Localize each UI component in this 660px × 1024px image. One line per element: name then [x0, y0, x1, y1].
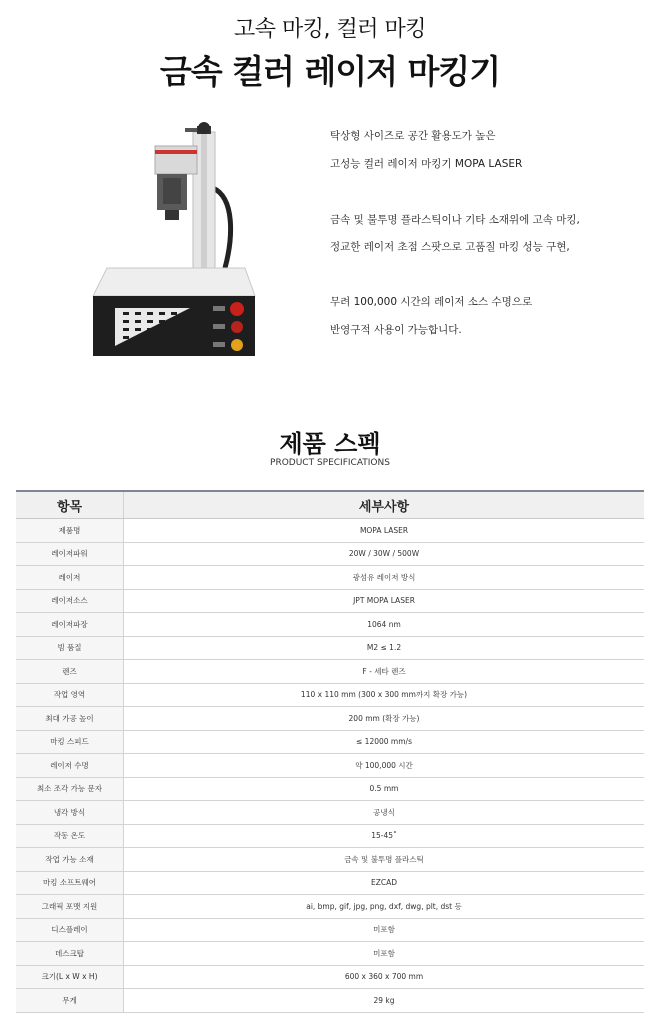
- table-row: [16, 566, 644, 590]
- table-row: [16, 848, 644, 872]
- spec-detail: 금속 및 불투명 플라스틱: [124, 848, 645, 872]
- spec-detail: 공냉식: [124, 801, 645, 825]
- spec-detail: ≤ 12000 mm/s: [124, 730, 645, 754]
- table-row: [16, 777, 644, 801]
- table-row: [16, 824, 644, 848]
- spec-detail: ai, bmp, gif, jpg, png, dxf, dwg, plt, dst 등: [124, 895, 645, 919]
- table-row: [16, 707, 644, 731]
- spec-item: 데스크탑: [16, 942, 124, 966]
- description-line: 탁상형 사이즈로 공간 활용도가 높은: [330, 130, 496, 142]
- spec-item: 무게: [16, 989, 124, 1013]
- page-subtitle: 고속 마킹, 컬러 마킹: [234, 17, 426, 42]
- table-row: [16, 730, 644, 754]
- spec-detail: 29 kg: [124, 989, 645, 1013]
- table-row: [16, 519, 644, 543]
- description-line: 금속 및 불투명 플라스틱이나 기타 소재위에 고속 마킹,: [330, 214, 580, 226]
- spec-item: 그래픽 포맷 지원: [16, 895, 124, 919]
- spec-detail: F - 세타 렌즈: [124, 660, 645, 684]
- spec-item: 마킹 소프트웨어: [16, 871, 124, 895]
- laser-marker-image: [85, 118, 260, 368]
- table-row: [16, 918, 644, 942]
- description-line: 무려 100,000 시간의 레이저 소스 수명으로: [330, 296, 533, 308]
- spec-header-item: 항목: [16, 491, 124, 519]
- description-line: 정교한 레이저 초점 스팟으로 고품질 마킹 성능 구현,: [330, 241, 570, 253]
- spec-detail: 15-45˚: [124, 824, 645, 848]
- spec-detail: JPT MOPA LASER: [124, 589, 645, 613]
- table-row: [16, 542, 644, 566]
- spec-item: 레이저 수명: [16, 754, 124, 778]
- spec-detail: 광섬유 레이저 방식: [124, 566, 645, 590]
- spec-item: 빔 품질: [16, 636, 124, 660]
- spec-item: 작동 온도: [16, 824, 124, 848]
- spec-item: 작업 가능 소재: [16, 848, 124, 872]
- spec-detail: EZCAD: [124, 871, 645, 895]
- spec-item: 렌즈: [16, 660, 124, 684]
- spec-detail: 110 x 110 mm (300 x 300 mm까지 확장 가능): [124, 683, 645, 707]
- spec-detail: 미포함: [124, 918, 645, 942]
- spec-item: 냉각 방식: [16, 801, 124, 825]
- spec-detail: 0.5 mm: [124, 777, 645, 801]
- spec-item: 레이저소스: [16, 589, 124, 613]
- spec-title: 제품 스펙: [279, 430, 381, 458]
- spec-table: [16, 490, 644, 1013]
- spec-item: 디스플레이: [16, 918, 124, 942]
- table-row: [16, 871, 644, 895]
- spec-item: 레이저: [16, 566, 124, 590]
- description-line: 반영구적 사용이 가능합니다.: [330, 324, 462, 336]
- spec-item: 작업 영역: [16, 683, 124, 707]
- spec-item: 마킹 스피드: [16, 730, 124, 754]
- table-row: [16, 660, 644, 684]
- table-row: [16, 801, 644, 825]
- page-title: 금속 컬러 레이저 마킹기: [159, 52, 501, 91]
- spec-item: 레이저파장: [16, 613, 124, 637]
- table-row: [16, 989, 644, 1013]
- spec-item: 레이저파워: [16, 542, 124, 566]
- table-row: [16, 754, 644, 778]
- table-row: [16, 613, 644, 637]
- spec-subtitle: PRODUCT SPECIFICATIONS: [270, 458, 390, 468]
- spec-item: 최대 가공 높이: [16, 707, 124, 731]
- spec-detail: 미포함: [124, 942, 645, 966]
- spec-detail: 약 100,000 시간: [124, 754, 645, 778]
- table-row: [16, 895, 644, 919]
- table-row: [16, 965, 644, 989]
- spec-item: 최소 조각 가능 문자: [16, 777, 124, 801]
- table-row: [16, 683, 644, 707]
- spec-item: 제품명: [16, 519, 124, 543]
- spec-detail: 20W / 30W / 500W: [124, 542, 645, 566]
- spec-item: 크기(L x W x H): [16, 965, 124, 989]
- spec-detail: 600 x 360 x 700 mm: [124, 965, 645, 989]
- spec-detail: MOPA LASER: [124, 519, 645, 543]
- spec-header-row: [16, 491, 644, 519]
- table-row: [16, 636, 644, 660]
- spec-detail: 200 mm (확장 가능): [124, 707, 645, 731]
- spec-header-detail: 세부사항: [124, 491, 645, 519]
- spec-detail: 1064 nm: [124, 613, 645, 637]
- table-row: [16, 589, 644, 613]
- table-row: [16, 942, 644, 966]
- spec-detail: M2 ≤ 1.2: [124, 636, 645, 660]
- description-line: 고성능 컬러 레이저 마킹기 MOPA LASER: [330, 158, 523, 170]
